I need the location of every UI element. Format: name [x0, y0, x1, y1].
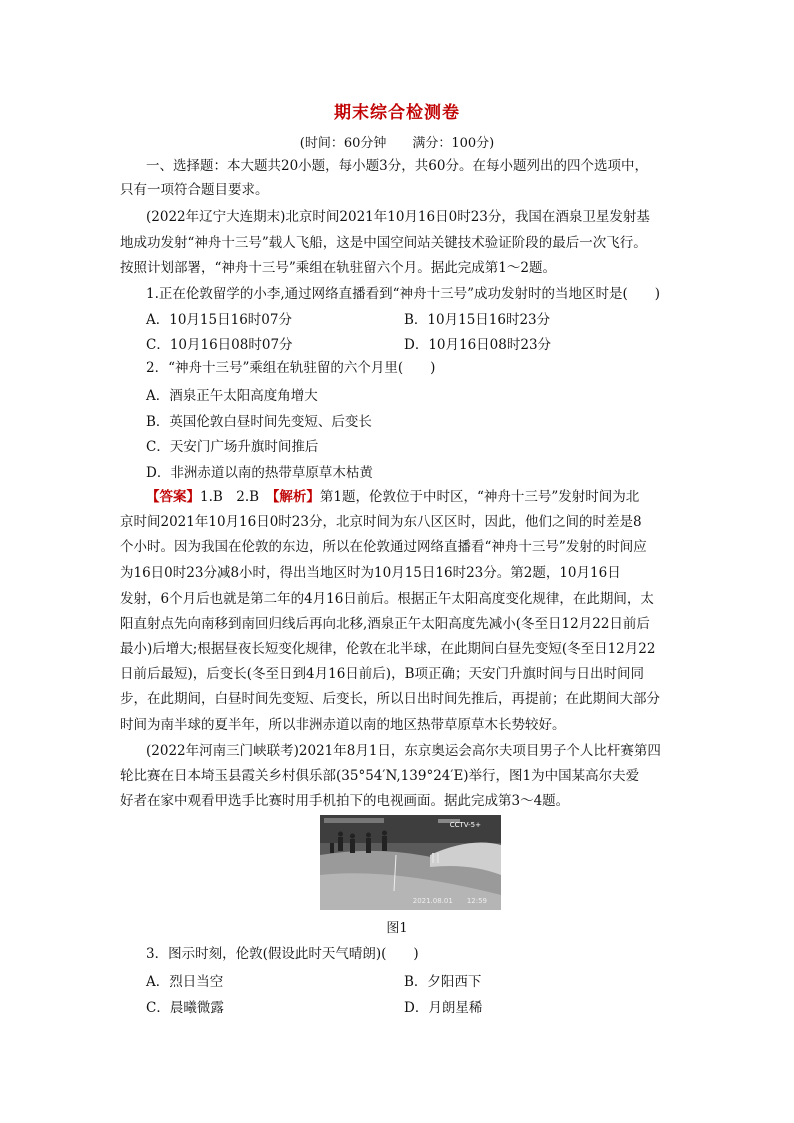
option-a: A．烈日当空	[146, 974, 224, 990]
question-stem: 3．图示时刻，伦敦(假设此时天气晴朗)( )	[146, 946, 419, 962]
tv-screenshot-photo	[320, 815, 501, 910]
option-d: D．非洲赤道以南的热带草原草木枯黄	[146, 465, 373, 481]
page-title: 期末综合检测卷	[334, 103, 460, 123]
analysis-label: 【解析】	[272, 489, 320, 505]
option-a: A．酒泉正午太阳高度角增大	[146, 388, 318, 404]
passage-line: (2022年辽宁大连期末)北京时间2021年10月16日0时23分，我国在酒泉卫星发射基	[146, 209, 650, 225]
option-d: D．10月16日08时23分	[404, 337, 552, 353]
option-b: B．10月15日16时23分	[404, 312, 551, 328]
option-c: C．10月16日08时07分	[146, 337, 293, 353]
option-a: A．10月15日16时07分	[146, 312, 292, 328]
answer-values: 1.B 2.B	[200, 489, 273, 505]
option-b: B．夕阳西下	[404, 974, 482, 990]
option-c: C．晨曦微露	[146, 1000, 224, 1016]
analysis-text: 第1题，伦敦位于中时区，“神舟十三号”发射时间为北	[319, 489, 640, 505]
option-c: C．天安门广场升旗时间推后	[146, 439, 319, 455]
question-stem: 2．“神舟十三号”乘组在轨驻留的六个月里( )	[146, 360, 436, 376]
passage-line: 地成功发射“神舟十三号”载人飞船，这是中国空间站关键技术验证阶段的最后一次飞行。	[120, 235, 647, 251]
analysis-line: 为16日0时23分减8小时，得出当地区时为10月15日16时23分。第2题，10月16日	[120, 565, 621, 581]
analysis-line: 阳直射点先向南移到南回归线后再向北移,酒泉正午太阳高度先减小(冬至日12月22日前后	[120, 616, 650, 632]
analysis-line: 时间为南半球的夏半年，所以非洲赤道以南的地区热带草原草木长势较好。	[120, 717, 566, 733]
analysis-line: 京时间2021年10月16日0时23分，北京时间为东八区区时，因此，他们之间的时差是8	[120, 514, 642, 530]
figure-caption: 图1	[386, 921, 408, 936]
exam-info: (时间：60分钟 满分：100分)	[299, 136, 495, 151]
option-d: D．月朗星稀	[404, 1000, 483, 1016]
answer-line	[146, 487, 720, 507]
passage-line: 好者在家中观看甲选手比赛时用手机拍下的电视画面。据此完成第3～4题。	[120, 793, 570, 809]
section-heading-line: 只有一项符合题目要求。	[120, 182, 269, 198]
passage-line: 按照计划部署，“神舟十三号”乘组在轨驻留六个月。据此完成第1～2题。	[120, 260, 556, 276]
passage-line: (2022年河南三门峡联考)2021年8月1日，东京奥运会高尔夫项目男子个人比杆赛第四	[146, 743, 661, 759]
analysis-line: 日前后最短)，后变长(冬至日到4月16日前后)，B项正确；天安门升旗时间与日出时间同	[120, 666, 644, 682]
channel-logo: CCTV-5+	[449, 821, 481, 829]
option-b: B．英国伦敦白昼时间先变短、后变长	[146, 414, 372, 430]
question-stem: 1.正在伦敦留学的小李,通过网络直播看到“神舟十三号”成功发射时的当地区时是( )	[146, 286, 661, 302]
analysis-line: 发射，6个月后也就是第二年的4月16日前后。根据正午太阳高度变化规律，在此期间，太	[120, 591, 654, 607]
section-heading-line: 一、选择题：本大题共20小题，每小题3分，共60分。在每小题列出的四个选项中，	[146, 158, 648, 174]
analysis-line: 步，在此期间，白昼时间先变短、后变长，所以日出时间先推后，再提前；在此期间大部分	[120, 691, 660, 707]
analysis-line: 最小)后增大;根据昼夜长短变化规律，伦敦在北半球，在此期间白昼先变短(冬至日12月22	[120, 641, 656, 657]
answer-label: 【答案】	[146, 489, 200, 505]
passage-line: 轮比赛在日本埼玉县霞关乡村俱乐部(35°54′N,139°24′E)举行，图1为中国某高尔夫爱	[120, 768, 640, 784]
photo-timestamp: 2021.08.01 12:59	[412, 897, 487, 905]
analysis-line: 个小时。因为我国在伦敦的东边，所以在伦敦通过网络直播看“神舟十三号”发射的时间应	[120, 539, 647, 555]
